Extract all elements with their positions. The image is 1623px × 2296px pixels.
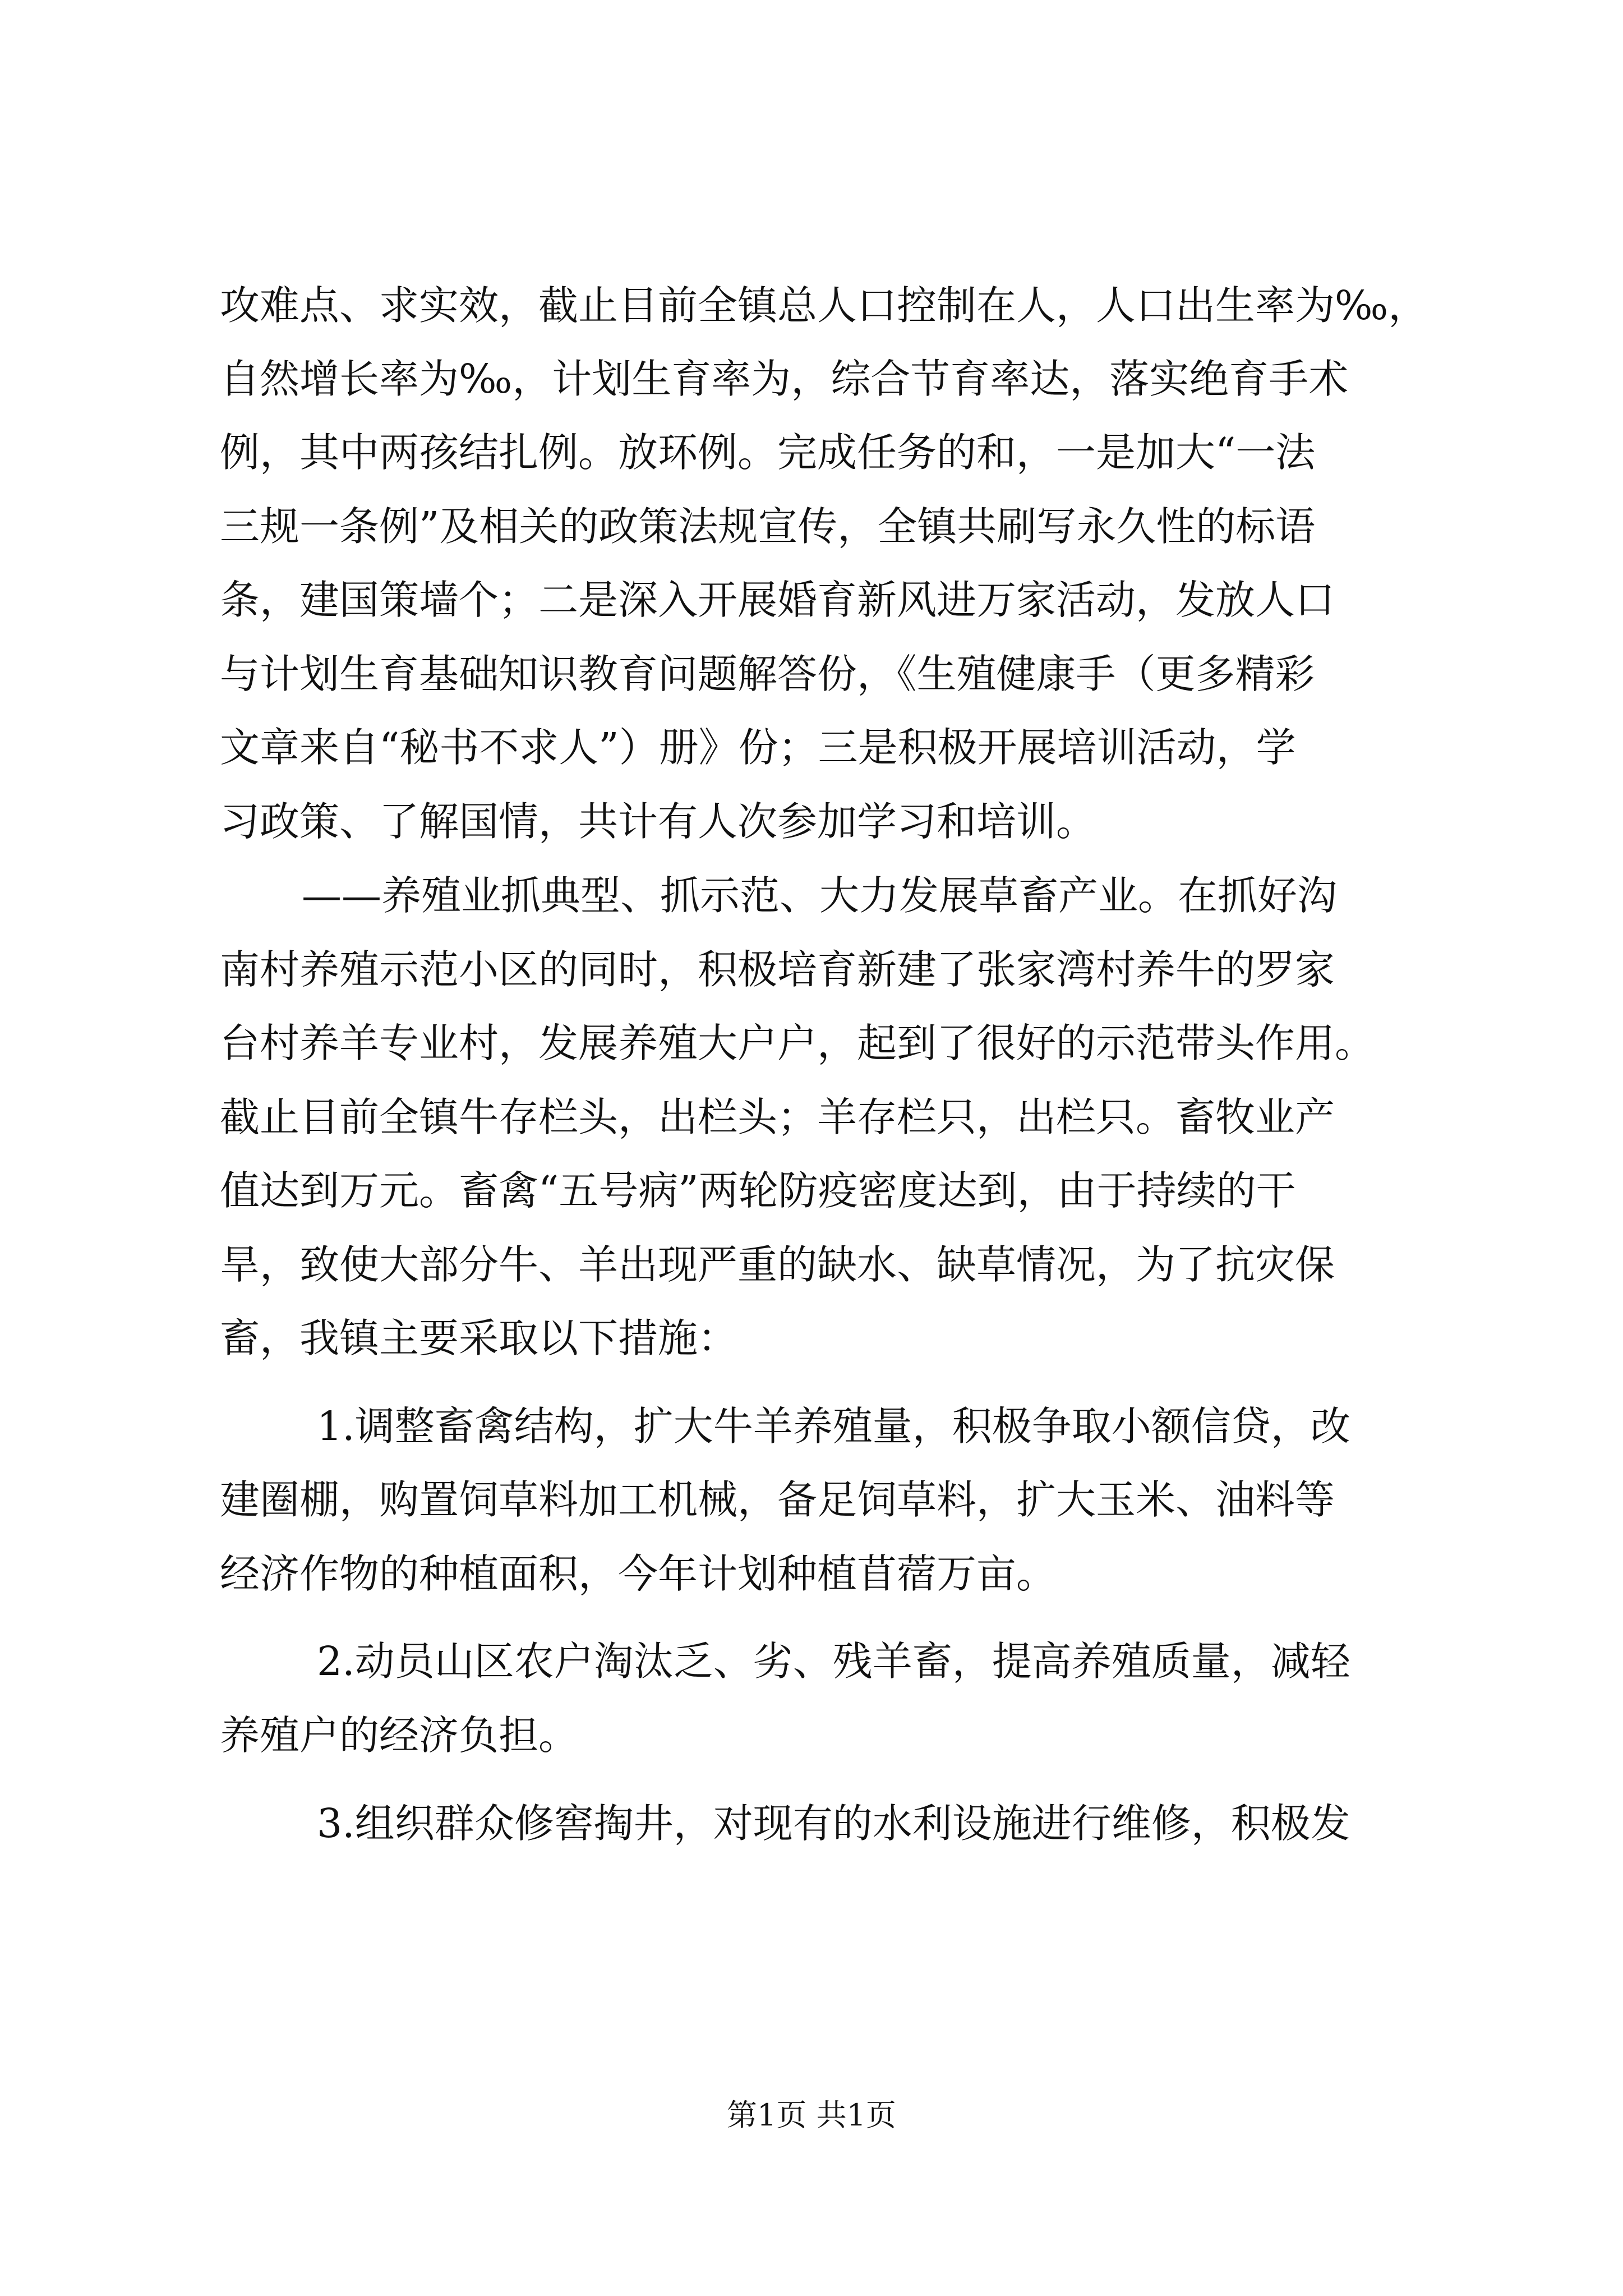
text-line: 习政策、了解国情，共计有人次参加学习和培训。 [220, 798, 1096, 845]
text-line: 截止目前全镇牛存栏头，出栏头；羊存栏只，出栏只。畜牧业产 [220, 1094, 1335, 1140]
text-line: 攻难点、求实效，截止目前全镇总人口控制在人，人口出生率为‰， [220, 282, 1428, 329]
text-line: 旱，致使大部分牛、羊出现严重的缺水、缺草情况，为了抗灾保 [220, 1241, 1335, 1288]
list-item-2: 2.动员山区农户淘汰乏、劣、残羊畜，提高养殖质量，减轻 [317, 1638, 1350, 1685]
text-line: 三规一条例”及相关的政策法规宣传，全镇共刷写永久性的标语 [220, 503, 1316, 550]
text-line: 建圈棚，购置饲草料加工机械，备足饲草料，扩大玉米、油料等 [220, 1476, 1335, 1523]
list-item-1: 1.调整畜禽结构，扩大牛羊养殖量，积极争取小额信贷，改 [317, 1403, 1350, 1450]
text-line: 台村养羊专业村，发展养殖大户户，起到了很好的示范带头作用。 [220, 1020, 1375, 1066]
text-line: 自然增长率为‰，计划生育率为，综合节育率达，落实绝育手术 [220, 356, 1349, 402]
list-item-3: 3.组织群众修窖掏井，对现有的水利设施进行维修，积极发 [317, 1800, 1350, 1847]
page-footer: 第1页 共1页 [727, 2097, 896, 2133]
text-line: 条，建国策墙个；二是深入开展婚育新风进万家活动，发放人口 [220, 577, 1335, 623]
text-line: 畜，我镇主要采取以下措施： [220, 1315, 738, 1361]
text-line: 养殖户的经济负担。 [220, 1712, 579, 1759]
text-line: 与计划生育基础知识教育问题解答份，《生殖健康手（更多精彩 [220, 651, 1315, 697]
text-line: 例，其中两孩结扎例。放环例。完成任务的和，一是加大“一法 [220, 429, 1316, 476]
text-line: 值达到万元。畜禽“五号病”两轮防疫密度达到，由于持续的干 [220, 1167, 1296, 1214]
text-line: 文章来自“秘书不求人”）册》份；三是积极开展培训活动，学 [220, 724, 1296, 771]
text-line: 南村养殖示范小区的同时，积极培育新建了张家湾村养牛的罗家 [220, 946, 1335, 993]
text-line: 经济作物的种植面积，今年计划种植苜蓿万亩。 [220, 1550, 1057, 1597]
paragraph-start-line: ——养殖业抓典型、抓示范、大力发展草畜产业。在抓好沟 [302, 872, 1338, 919]
